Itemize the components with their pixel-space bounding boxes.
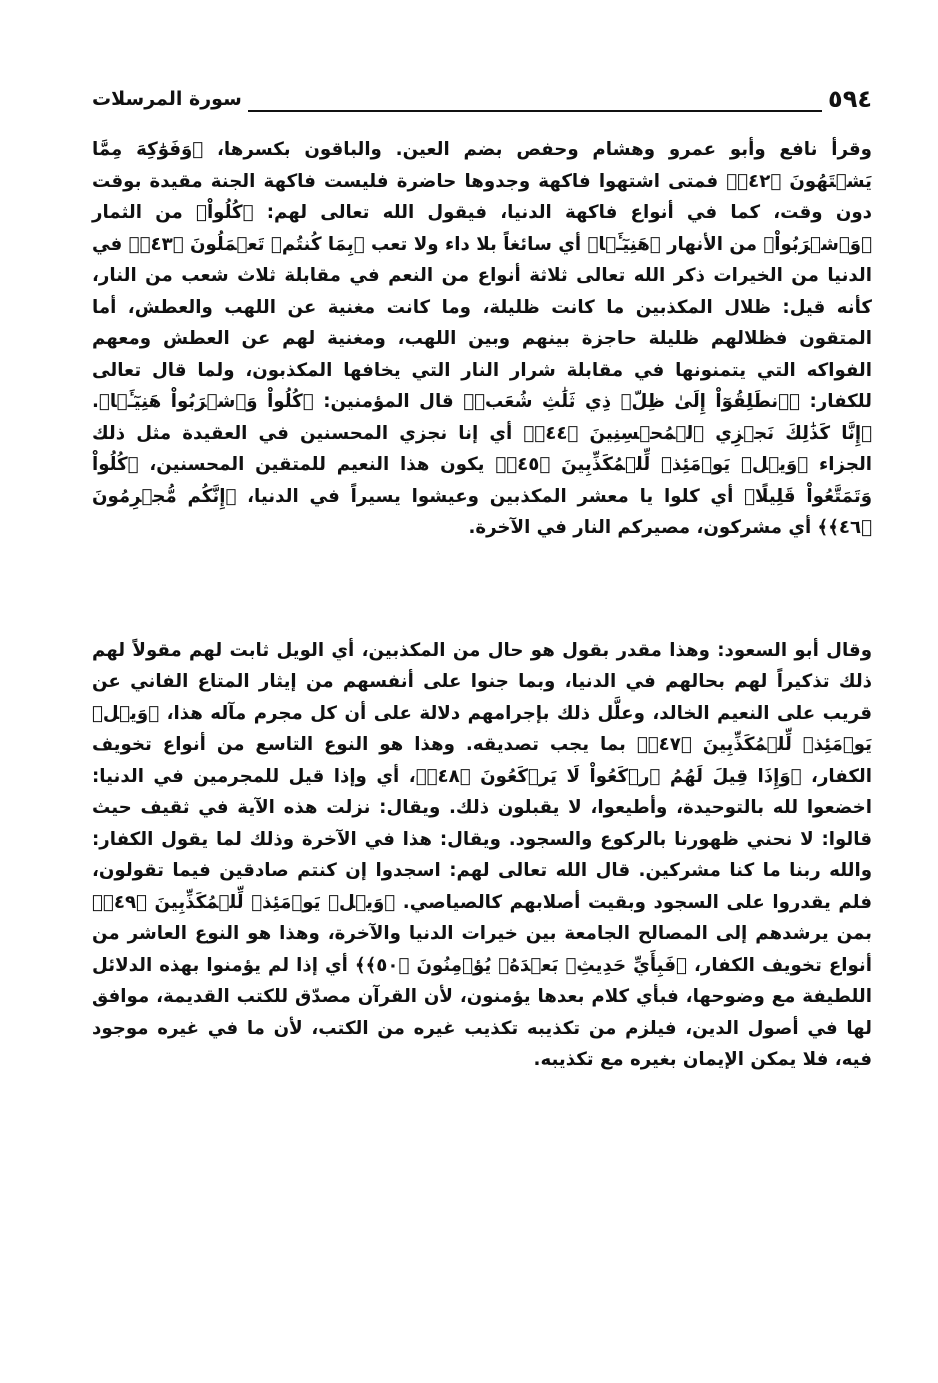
- section-gap: [92, 544, 872, 635]
- surah-name: سورة المرسلات: [92, 86, 248, 112]
- page-header: [92, 80, 872, 120]
- page-number: ٥٩٤: [822, 84, 872, 114]
- paragraph-1: وقرأ نافع وأبو عمرو وهشام وحفص بضم العين. والباقون بكسرها، ﴿وَفَوَٰكِهَ مِمَّا يَشۡتَهُونَ ﴿٤٢﴾﴾ فمتى اشتهوا فاكهة وجدوها حاضرة فليست فاكهة الجنة مقيدة بوقت دون وقت، كما في أنواع فاكهة الدنيا، فيقول الله تعالى لهم: ﴿كُلُواْ﴾ من الثمار ﴿وَٱشۡرَبُواْ﴾ من الأنهار ﴿هَنِيٓـَٔۢا﴾ أي سائغاً بلا داء ولا تعب ﴿بِمَا كُنتُمۡ تَعۡمَلُونَ ﴿٤٣﴾﴾ في الدنيا من الخيرات ذكر الله تعالى ثلاثة أنواع من النعم في مقابلة ثلاث شعب من النار، كأنه قيل: ظلال المكذبين ما كانت ظليلة، وما كانت مغنية عن اللهب والعطش، أما المتقون فظلالهم ظليلة حاجزة بينهم وبين اللهب، ومغنية لهم عن العطش ومعهم الفواكه التي يتمنونها في مقابلة شرار النار التي يخافها المكذبون، ولما قال تعالى للكفار: ﴿ٱنطَلِقُوٓاْ إِلَىٰ ظِلّٖ ذِي ثَلَٰثِ شُعَبٖ﴾ قال المؤمنين: ﴿كُلُواْ وَٱشۡرَبُواْ هَنِيٓـَٔۢا﴾. ﴿إِنَّا كَذَٰلِكَ نَجۡزِي ٱلۡمُحۡسِنِينَ ﴿٤٤﴾﴾ أي إنا نجزي المحسنين في العقيدة مثل ذلك الجزاء ﴿وَيۡلٞ يَوۡمَئِذٖ لِّلۡمُكَذِّبِينَ ﴿٤٥﴾﴾ يكون هذا النعيم للمتقين المحسنين، ﴿كُلُواْ وَتَمَتَّعُواْ قَلِيلًا﴾ أي كلوا يا معشر المكذبين وعيشوا يسيراً في الدنيا، ﴿إِنَّكُم مُّجۡرِمُونَ ﴿٤٦﴾﴾ أي مشركون، مصيركم النار في الآخرة.: [92, 139, 873, 538]
- paragraph-2: وقال أبو السعود: وهذا مقدر بقول هو حال من المكذبين، أي الويل ثابت لهم مقولاً لهم ذلك تذكيراً لهم بحالهم في الدنيا، وبما جنوا على أنفسهم من إيثار المتاع الفاني عن قريب على النعيم الخالد، وعلَّل ذلك بإجرامهم دلالة على أن كل مجرم مآله هذا، ﴿وَيۡلٞ يَوۡمَئِذٖ لِّلۡمُكَذِّبِينَ ﴿٤٧﴾﴾ بما يجب تصديقه. وهذا هو النوع التاسع من أنواع تخويف الكفار، ﴿وَإِذَا قِيلَ لَهُمُ ٱرۡكَعُواْ لَا يَرۡكَعُونَ ﴿٤٨﴾﴾، أي وإذا قيل للمجرمين في الدنيا: اخضعوا لله بالتوحيدة، وأطيعوا، لا يقبلون ذلك. ويقال: نزلت هذه الآية في ثقيف حيث قالوا: لا نحني ظهورنا بالركوع والسجود. ويقال: هذا في الآخرة وذلك لما يقول الكفار: والله ربنا ما كنا مشركين. قال الله تعالى لهم: اسجدوا إن كنتم صادقين فيما تقولون، فلم يقدروا على السجود وبقيت أصلابهم كالصياصي. ﴿وَيۡلٞ يَوۡمَئِذٖ لِّلۡمُكَذِّبِينَ ﴿٤٩﴾﴾ بمن يرشدهم إلى المصالح الجامعة بين خيرات الدنيا والآخرة، وهذا هو النوع العاشر من أنواع تخويف الكفار، ﴿فَبِأَيِّ حَدِيثِۭ بَعۡدَهُۥ يُؤۡمِنُونَ ﴿٥٠﴾﴾ أي إذا لم يؤمنوا بهذه الدلائل اللطيفة مع وضوحها، فبأي كلام بعدها يؤمنون، لأن القرآن مصدّق للكتب القديمة، موافق لها في أصول الدين، فيلزم من تكذيبه تكذيب غيره من الكتب، لأن ما في غيره موجود فيه، فلا يمكن الإيمان بغيره مع تكذيبه.: [92, 639, 872, 1070]
- book-page: [92, 80, 872, 1076]
